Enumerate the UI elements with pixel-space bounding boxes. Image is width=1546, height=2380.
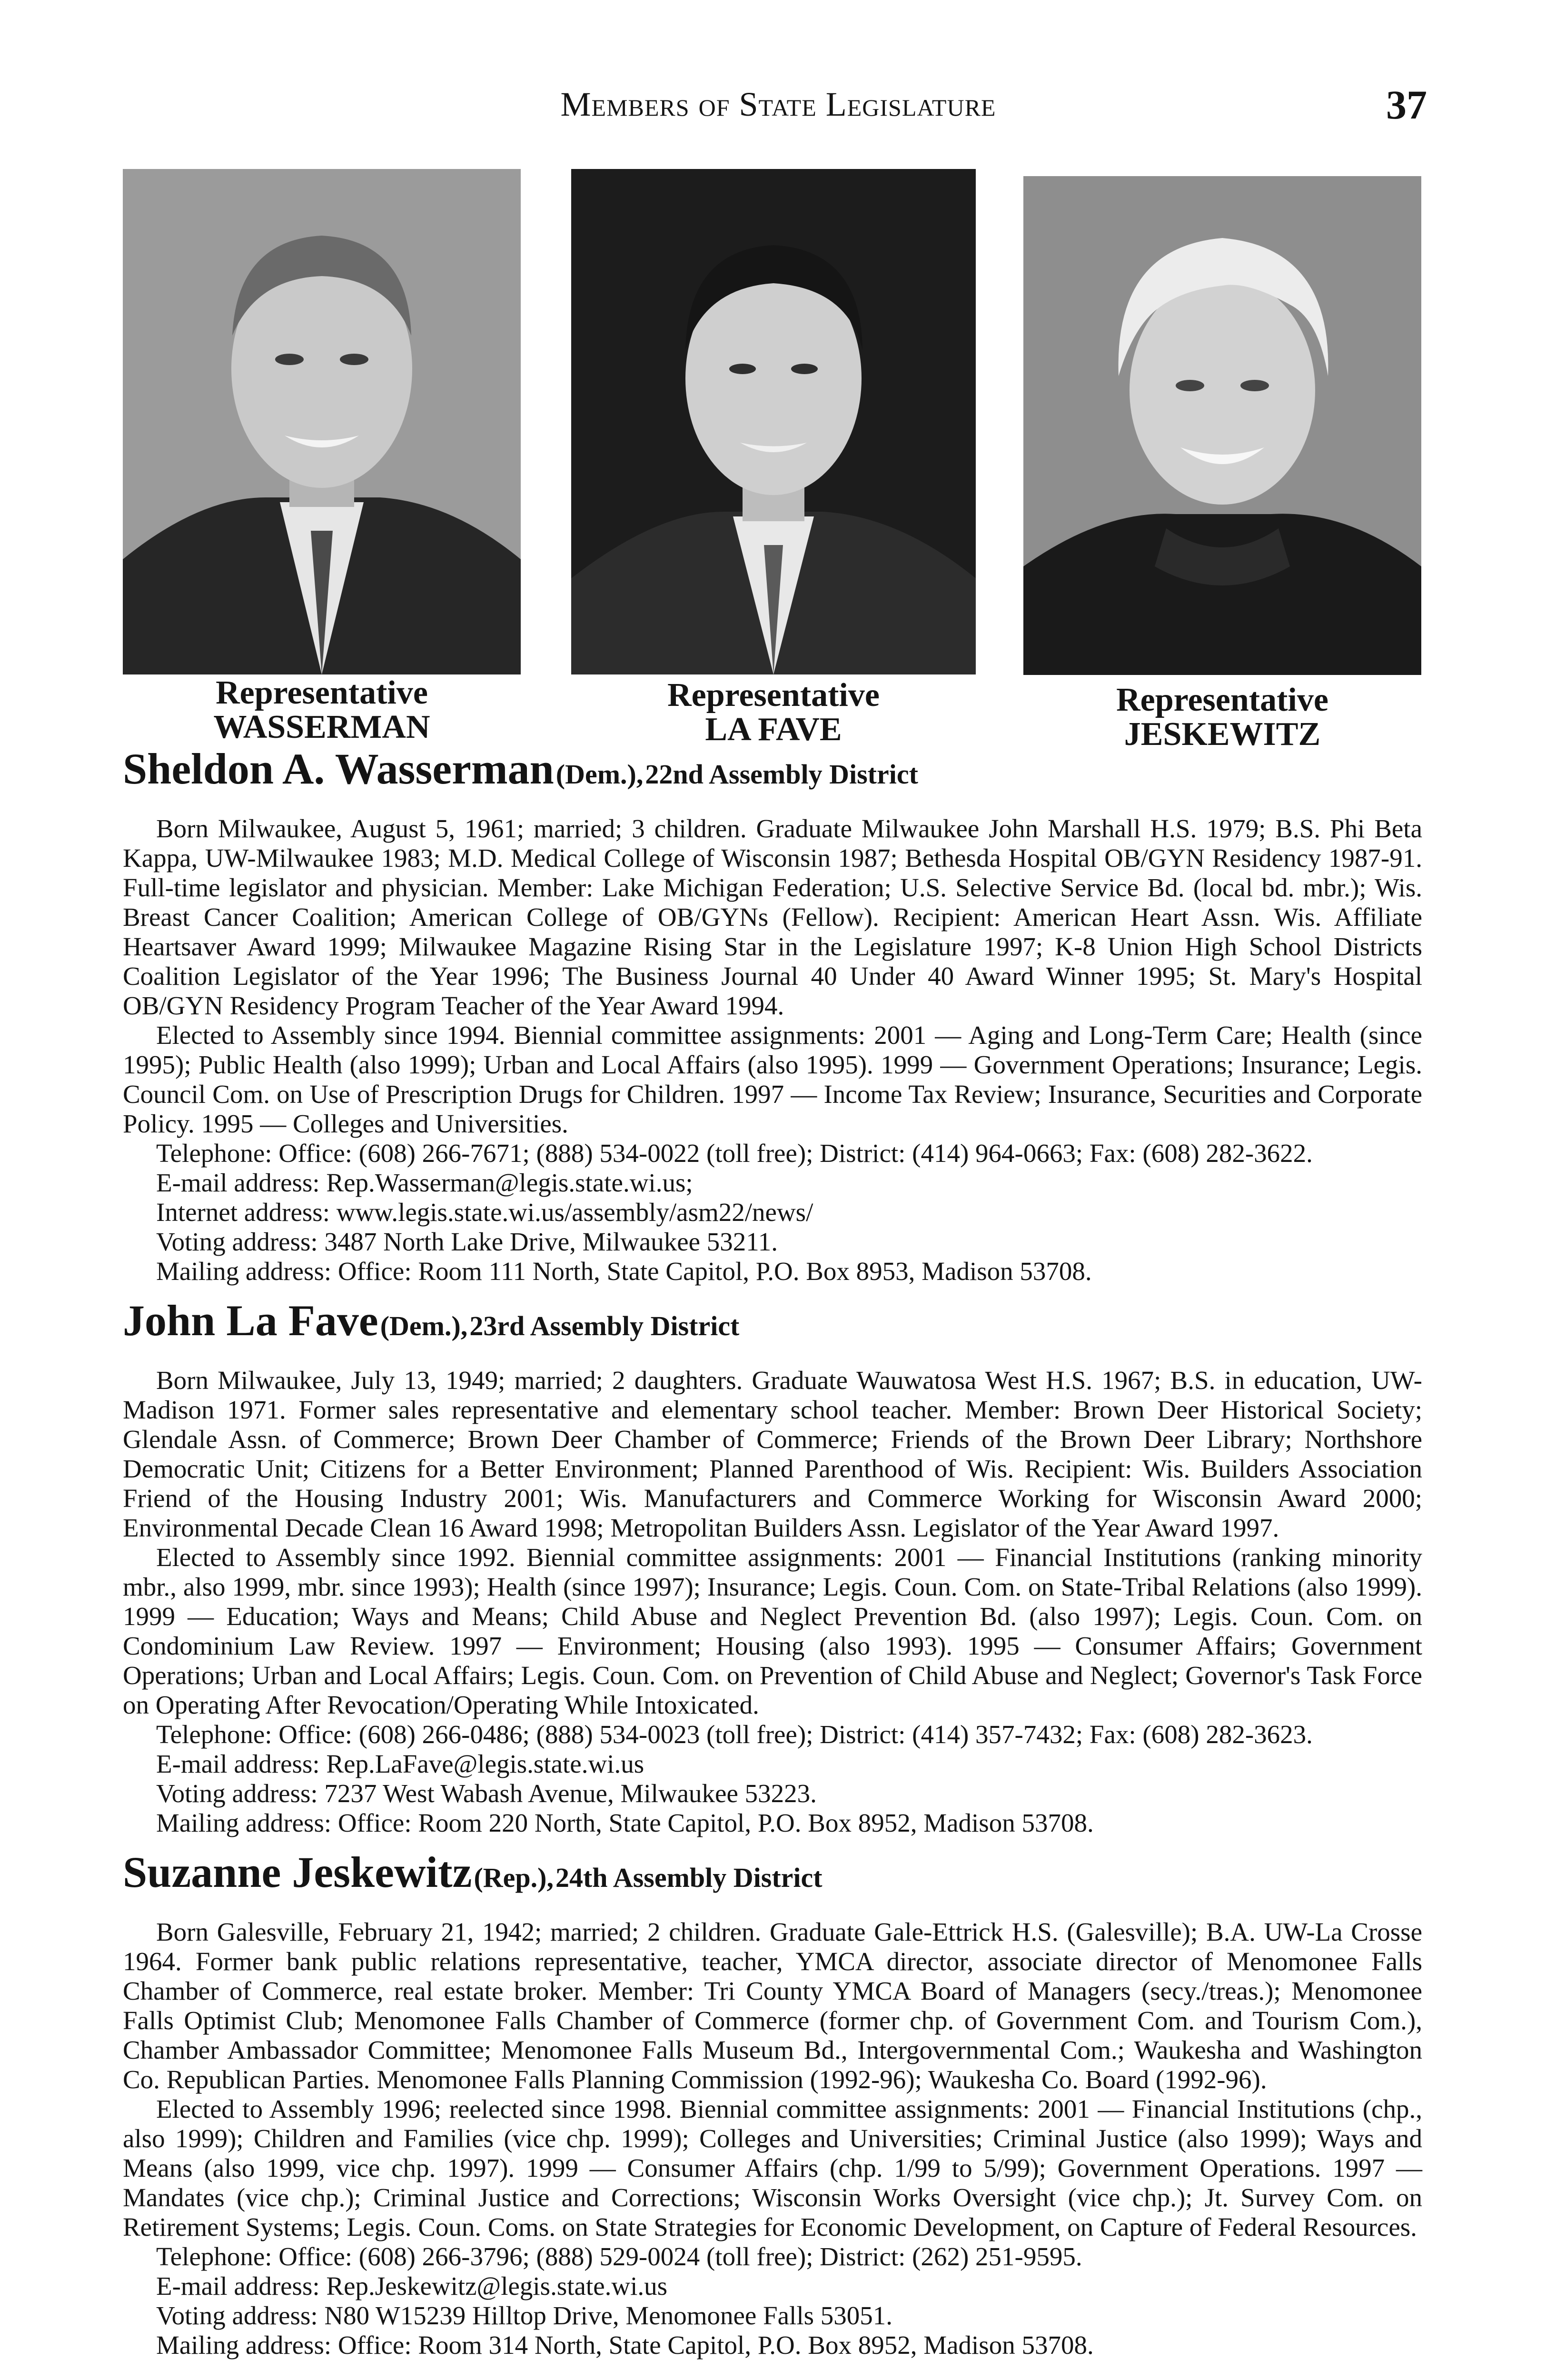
member-heading	[123, 745, 1422, 805]
member-biography: Born Milwaukee, July 13, 1949; married; 2 daughters. Graduate Wauwatosa West H.S. 1967; B.S. in education, UW-Madison 1971. Former sales representative and elementary school teacher. Member: Brown Deer Historical Society; Glendale Assn. of Commerce; Brown Deer Chamber of Commerce; Friends of the Brown Deer Library; Northshore Democratic Unit; Citizens for a Better Environment; Planned Parenthood of Wis. Recipient: Wis. Builders Association Friend of the Housing Industry 2001; Wis. Manufacturers and Commerce Working for Wisconsin Award 2000; Environmental Decade Clean 16 Award 1998; Metropolitan Builders Assn. Legislator of the Year Award 1997.	[123, 1366, 1422, 1542]
photo-caption-jeskewitz	[1023, 683, 1421, 752]
page-number: 37	[1386, 82, 1427, 128]
member-mailing-address: Mailing address: Office: Room 111 North, State Capitol, P.O. Box 8953, Madison 53708.	[156, 1257, 1092, 1286]
caption-title: Representative	[216, 674, 428, 711]
running-title: Members of State Legislature	[560, 85, 996, 123]
portrait-photo-wasserman	[123, 169, 521, 674]
member-entry-wasserman	[123, 745, 1422, 1286]
caption-title: Representative	[1116, 682, 1328, 718]
member-entry-la-fave	[123, 1297, 1422, 1838]
member-committee-service: Elected to Assembly since 1994. Biennial committee assignments: 2001 — Aging and Long-Term Care; Health (since 1995); Public Health (also 1999); Urban and Local Affairs (also 1995). 1999 — Government Operations; Insurance; Legis. Council Com. on Use of Prescription Drugs for Children. 1997 — Income Tax Review; Insurance, Securities and Corporate Policy. 1995 — Colleges and Universities.	[123, 1021, 1422, 1138]
portrait-photo-jeskewitz	[1023, 176, 1421, 675]
caption-surname: WASSERMAN	[213, 709, 430, 745]
member-entry-jeskewitz	[123, 1848, 1422, 2360]
portrait-jeskewitz-image	[1023, 176, 1421, 675]
member-biographies	[123, 745, 1422, 2370]
member-heading	[123, 1297, 1422, 1357]
caption-title: Representative	[667, 677, 880, 714]
member-heading	[123, 1848, 1422, 1909]
member-internet-address[interactable]: Internet address: www.legis.state.wi.us/assembly/asm22/news/	[156, 1198, 813, 1227]
page-header	[0, 82, 1546, 137]
member-voting-address: Voting address: 3487 North Lake Drive, Milwaukee 53211.	[156, 1227, 778, 1256]
member-email[interactable]: E-mail address: Rep.Wasserman@legis.state.wi.us;	[156, 1168, 693, 1197]
member-biography: Born Milwaukee, August 5, 1961; married; 3 children. Graduate Milwaukee John Marshall H.S. 1979; B.S. Phi Beta Kappa, UW-Milwaukee 1983; M.D. Medical College of Wisconsin 1987; Bethesda Hospital OB/GYN Residency 1987-91. Full-time legislator and physician. Member: Lake Michigan Federation; U.S. Selective Service Bd. (local bd. mbr.); Wis. Breast Cancer Coalition; American College of OB/GYNs (Fellow). Recipient: American Heart Assn. Wis. Affiliate Heartsaver Award 1999; Milwaukee Magazine Rising Star in the Legislature 1997; K-8 Union High School Districts Coalition Legislator of the Year 1996; The Business Journal 40 Under 40 Award Winner 1995; St. Mary's Hospital OB/GYN Residency Program Teacher of the Year Award 1994.	[123, 814, 1422, 1020]
member-committee-service: Elected to Assembly 1996; reelected since 1998. Biennial committee assignments: 2001 — Financial Institutions (chp., also 1999); Children and Families (vice chp. 1999); Colleges and Universities; Criminal Justice (also 1999); Ways and Means (also 1999, vice chp. 1997). 1999 — Consumer Affairs (chp. 1/99 to 5/99); Government Operations. 1997 — Mandates (vice chp.); Criminal Justice and Corrections; Wisconsin Works Oversight (vice chp.); Jt. Survey Com. on Retirement Systems; Legis. Coun. Coms. on State Strategies for Economic Development, on Capture of Federal Resources.	[123, 2094, 1422, 2241]
member-telephone: Telephone: Office: (608) 266-0486; (888) 534-0023 (toll free); District: (414) 357-7432; Fax: (608) 282-3623.	[156, 1720, 1313, 1749]
member-voting-address: Voting address: 7237 West Wabash Avenue, Milwaukee 53223.	[156, 1779, 817, 1808]
caption-surname: JESKEWITZ	[1124, 716, 1321, 753]
member-mailing-address: Mailing address: Office: Room 314 North, State Capitol, P.O. Box 8952, Madison 53708.	[156, 2330, 1094, 2360]
photo-caption-wasserman	[123, 676, 521, 744]
portrait-la-fave-image	[571, 169, 976, 674]
member-district: 22nd Assembly District	[645, 759, 918, 790]
member-telephone: Telephone: Office: (608) 266-7671; (888) 534-0022 (toll free); District: (414) 964-0663; Fax: (608) 282-3622.	[156, 1139, 1313, 1168]
member-party: (Dem.),	[555, 759, 644, 790]
member-biography: Born Galesville, February 21, 1942; married; 2 children. Graduate Gale-Ettrick H.S. (Galesville); B.A. UW-La Crosse 1964. Former bank public relations representative, teacher, YMCA director, associate director of Menomonee Falls Chamber of Commerce, real estate broker. Member: Tri County YMCA Board of Managers (secy./treas.); Menomonee Falls Optimist Club; Menomonee Falls Chamber of Commerce (former chp. of Government Com. and Tourism Com.), Chamber Ambassador Committee; Menomonee Falls Museum Bd., Intergovernmental Com.; Waukesha and Washington Co. Republican Parties. Menomonee Falls Planning Commission (1992-96); Waukesha Co. Board (1992-96).	[123, 1917, 1422, 2094]
member-email[interactable]: E-mail address: Rep.Jeskewitz@legis.state.wi.us	[156, 2271, 668, 2301]
portrait-wasserman-image	[123, 169, 521, 674]
member-party: (Rep.),	[474, 1862, 554, 1893]
member-email[interactable]: E-mail address: Rep.LaFave@legis.state.wi.us	[156, 1749, 644, 1778]
member-district: 24th Assembly District	[555, 1862, 823, 1893]
member-mailing-address: Mailing address: Office: Room 220 North, State Capitol, P.O. Box 8952, Madison 53708.	[156, 1808, 1094, 1837]
member-telephone: Telephone: Office: (608) 266-3796; (888) 529-0024 (toll free); District: (262) 251-9595.	[156, 2242, 1082, 2271]
member-name: John La Fave	[123, 1296, 378, 1345]
photo-caption-la-fave	[571, 678, 976, 747]
member-committee-service: Elected to Assembly since 1992. Biennial committee assignments: 2001 — Financial Institutions (ranking minority mbr., also 1999, mbr. since 1993); Health (since 1997); Insurance; Legis. Coun. Com. on State-Tribal Relations (also 1999). 1999 — Education; Ways and Means; Child Abuse and Neglect Prevention Bd. (also 1997); Legis. Coun. Com. on Condominium Law Review. 1997 — Environment; Housing (also 1993). 1995 — Consumer Affairs; Government Operations; Urban and Local Affairs; Legis. Coun. Com. on Prevention of Child Abuse and Neglect; Governor's Task Force on Operating After Revocation/Operating While Intoxicated.	[123, 1543, 1422, 1719]
member-name: Suzanne Jeskewitz	[123, 1848, 472, 1896]
member-district: 23rd Assembly District	[469, 1310, 740, 1341]
member-voting-address: Voting address: N80 W15239 Hilltop Drive, Menomonee Falls 53051.	[156, 2301, 893, 2330]
portrait-photo-la-fave	[571, 169, 976, 674]
member-name: Sheldon A. Wasserman	[123, 744, 554, 793]
caption-surname: LA FAVE	[705, 711, 842, 748]
member-party: (Dem.),	[380, 1310, 468, 1341]
